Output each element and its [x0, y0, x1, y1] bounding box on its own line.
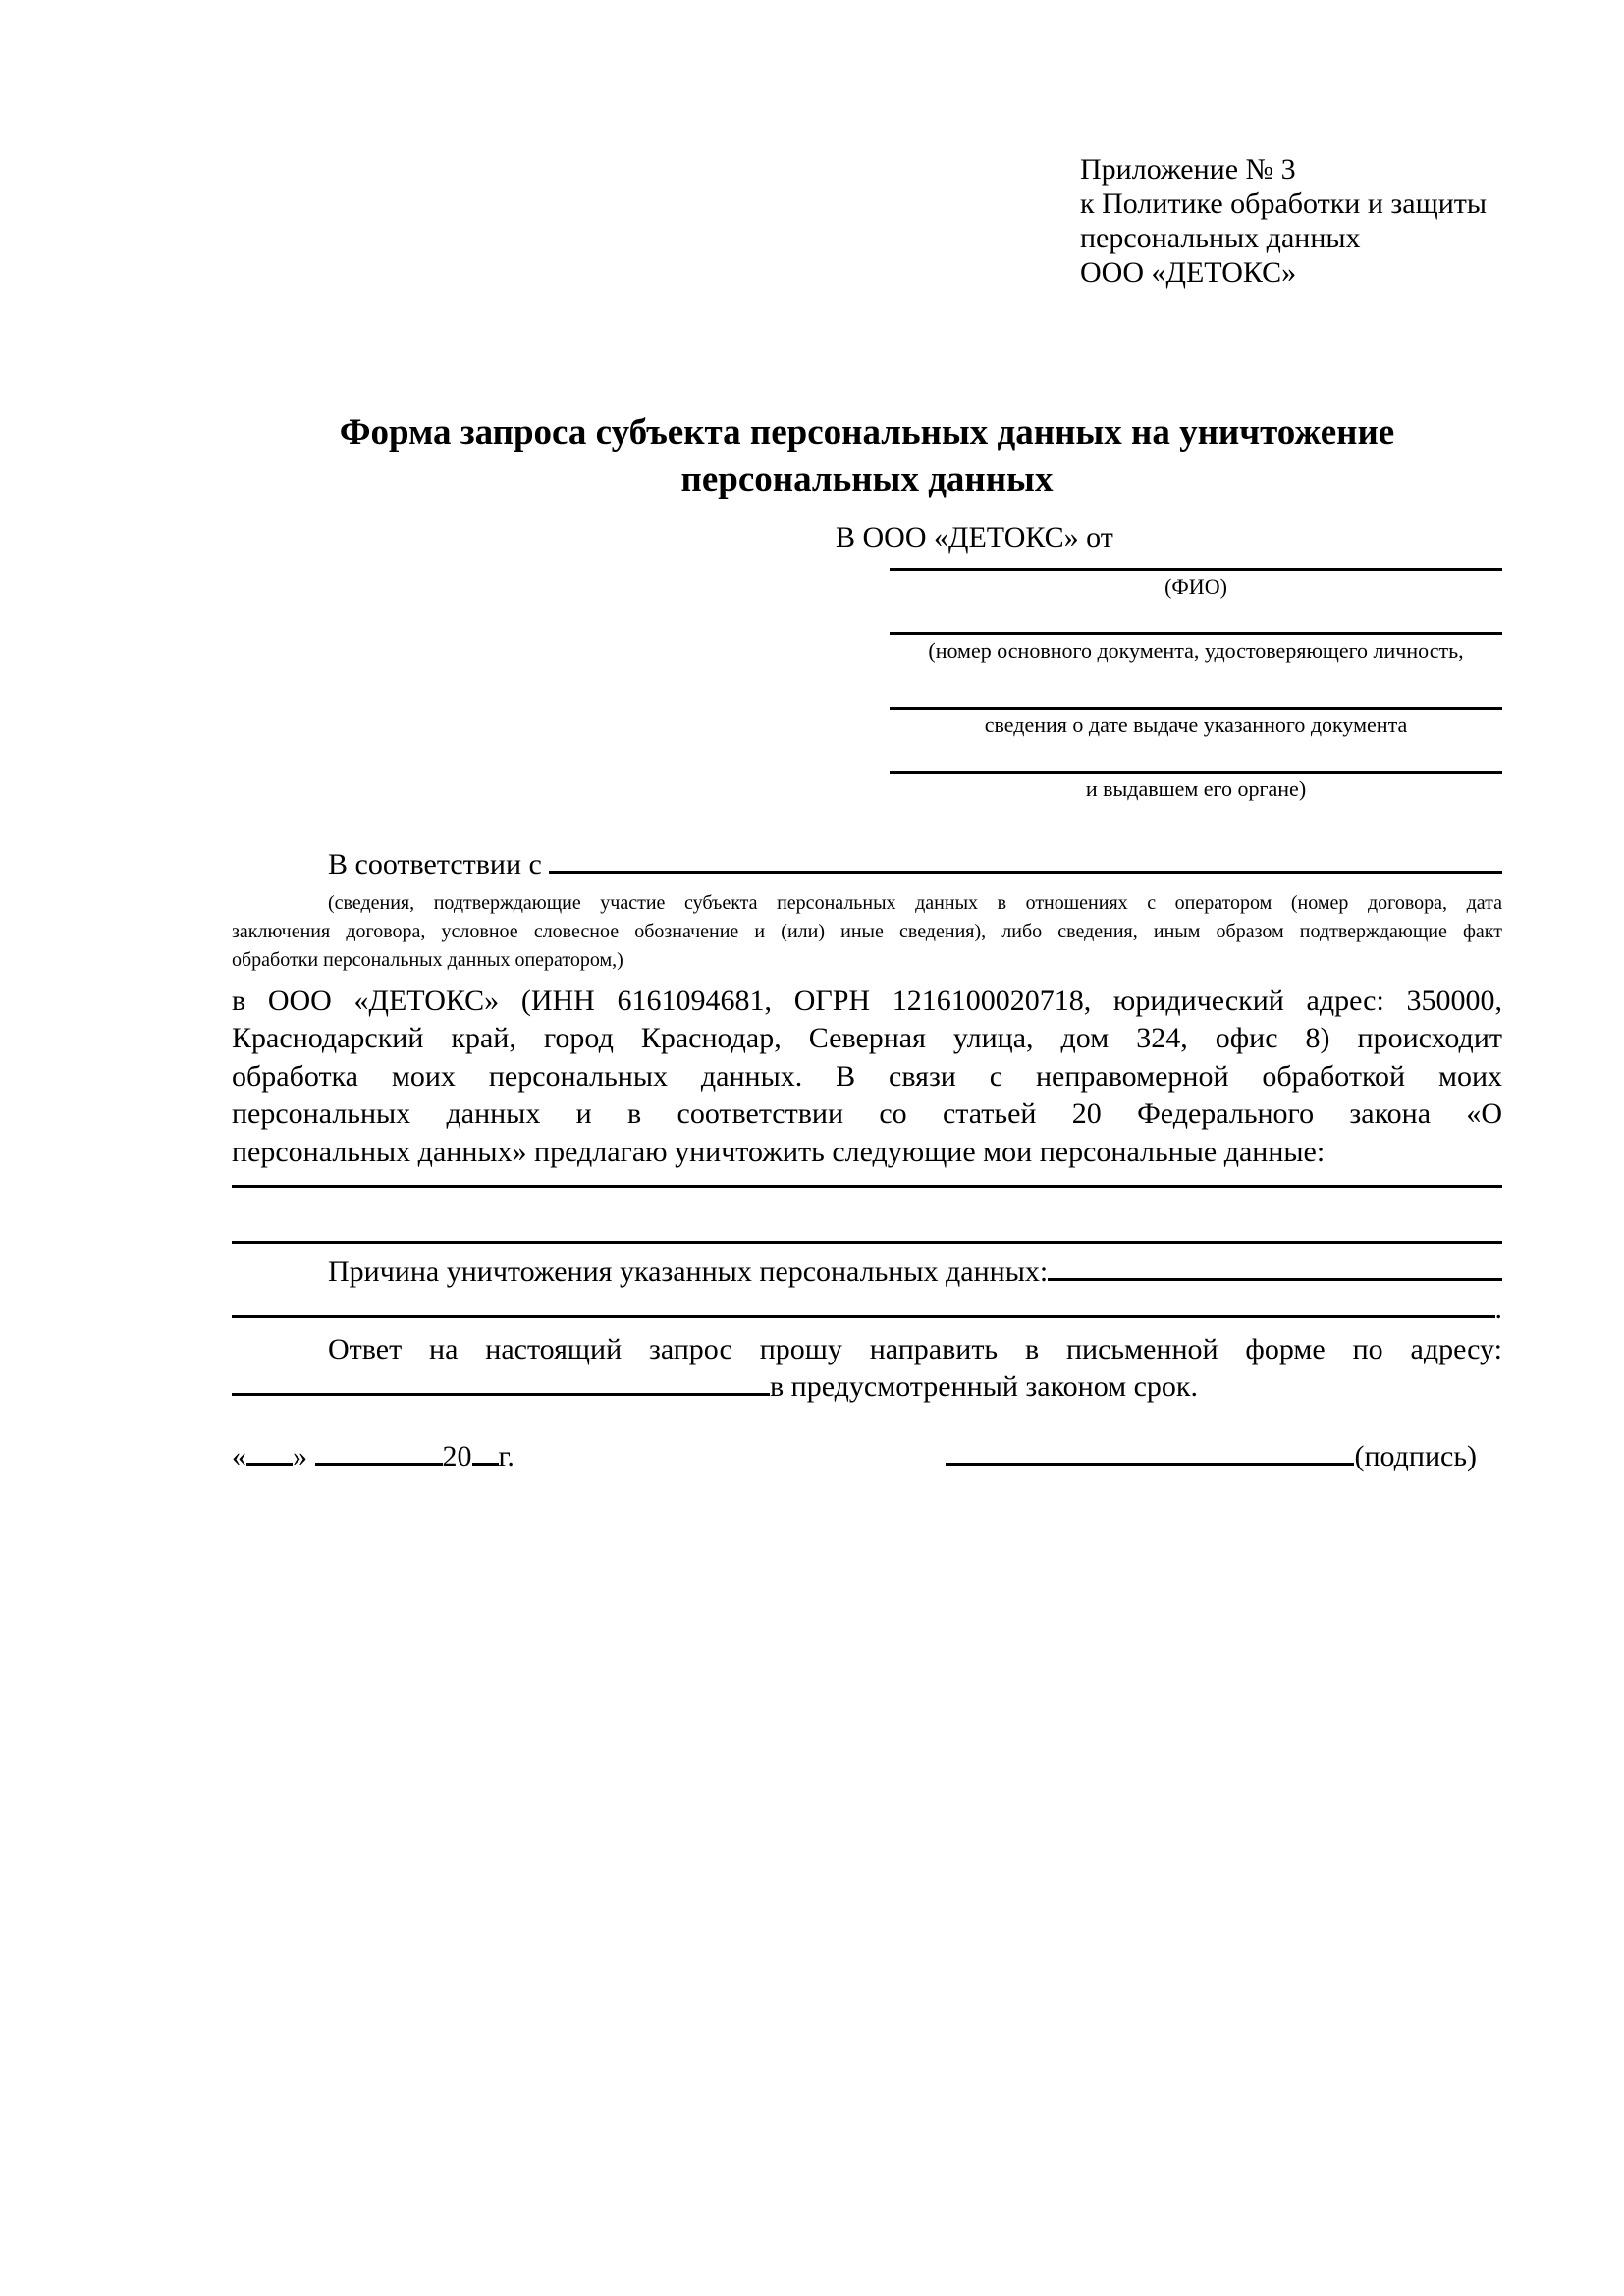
paragraph-line-2: Краснодарский край, город Краснодар, Северная улица, дом 324, офис 8) происходит: [232, 1022, 1502, 1055]
date-open-quote: «: [232, 1440, 246, 1473]
document-number-field: [890, 632, 1502, 707]
response-request-line: Ответ на настоящий запрос прошу направить в письменной форме по адресу:: [328, 1333, 1502, 1366]
accordance-row: [232, 846, 1502, 883]
address-blank-line[interactable]: [232, 1393, 770, 1396]
response-suffix: в предусмотренный законом срок.: [770, 1370, 1198, 1404]
date-signature-row: [232, 1438, 1502, 1475]
paragraph-line-3: обработка моих персональных данных. В связи с неправомерной обработкой моих: [232, 1059, 1502, 1093]
appendix-block: [1080, 152, 1502, 290]
page-title-line-1: Форма запроса субъекта персональных данных на уничтожение: [339, 412, 1395, 453]
issuing-authority-blank-line[interactable]: [890, 771, 1502, 774]
appendix-line-3: персональных данных: [1080, 222, 1361, 254]
paragraph-line-5: персональных данных» предлагаю уничтожить следующие мои персональные данные:: [232, 1135, 1326, 1168]
signature-blank-line[interactable]: [946, 1463, 1354, 1466]
appendix-line-4: ООО «ДЕТОКС»: [1080, 256, 1297, 289]
fio-caption: (ФИО): [1164, 574, 1227, 599]
page-title-line-2: персональных данных: [680, 459, 1054, 500]
note-line-2: заключения договора, условное словесное обозначение и (или) иные сведения), либо сведения, иным образом подтверждающие факт: [232, 921, 1502, 942]
date-year-blank[interactable]: [472, 1463, 499, 1466]
addressee-label: В ООО «ДЕТОКС» от: [836, 521, 1113, 554]
personal-data-blank-line-1[interactable]: [232, 1171, 1502, 1188]
accordance-blank-line[interactable]: [549, 871, 1502, 874]
reason-continuation-row: [232, 1291, 1502, 1328]
accordance-label: В соответствии с: [328, 848, 550, 881]
reason-row: [232, 1254, 1502, 1291]
personal-data-blank-line-2[interactable]: [232, 1188, 1502, 1244]
main-paragraph: [232, 983, 1502, 1171]
reason-blank-line[interactable]: [1048, 1278, 1502, 1281]
date-close-quote: »: [293, 1440, 307, 1473]
accordance-note: [232, 889, 1502, 975]
fio-field: [890, 568, 1502, 632]
date-month-blank[interactable]: [315, 1463, 443, 1466]
paragraph-line-1: в ООО «ДЕТОКС» (ИНН 6161094681, ОГРН 1216100020718, юридический адрес: 350000,: [232, 985, 1502, 1017]
note-line-1: (сведения, подтверждающие участие субъекта персональных данных в отношениях с оператором (номер договора, дата: [328, 892, 1502, 914]
document-number-blank-line[interactable]: [890, 632, 1502, 635]
issue-date-blank-line[interactable]: [890, 707, 1502, 710]
appendix-line-2: к Политике обработки и защиты: [1080, 187, 1488, 220]
reason-terminator: .: [1494, 1293, 1502, 1326]
signature-caption: (подпись): [1354, 1440, 1477, 1473]
issuing-authority-caption: и выдавшем его органе): [1085, 776, 1307, 801]
response-address-row: [232, 1368, 1502, 1406]
appendix-line-1: Приложение № 3: [1080, 153, 1296, 186]
fio-blank-line[interactable]: [890, 568, 1502, 571]
document-number-caption: (номер основного документа, удостоверяющего личность,: [928, 638, 1464, 663]
issue-date-caption: сведения о дате выдаче указанного документа: [984, 713, 1408, 737]
issuing-authority-field: [890, 771, 1502, 802]
addressee-fields: [890, 568, 1502, 802]
reason-blank-line-2[interactable]: [232, 1315, 1495, 1318]
date-day-blank[interactable]: [246, 1463, 293, 1466]
page-title: [232, 409, 1502, 504]
signature-group: [946, 1438, 1477, 1475]
date-year-suffix: г.: [498, 1440, 514, 1473]
paragraph-line-4: персональных данных и в соответствии со статьей 20 Федерального закона «О: [232, 1097, 1502, 1131]
reason-label: Причина уничтожения указанных персональных данных:: [328, 1255, 1049, 1289]
date-year-prefix: 20: [442, 1440, 472, 1473]
issue-date-field: [890, 707, 1502, 771]
note-line-3: обработки персональных данных оператором,): [232, 949, 623, 971]
